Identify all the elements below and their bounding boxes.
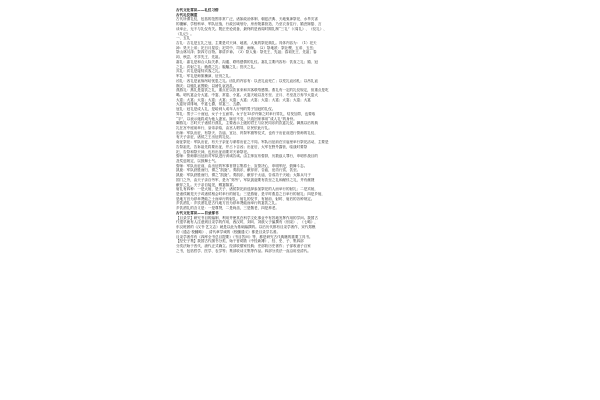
text-line: 乡饮酒礼：乡饮酒礼是古代地方官为荐举贤能而举行的宴饮之礼。 [176, 201, 279, 206]
text-line: 《礼记》。 [176, 31, 194, 36]
text-line: 之礼；宾射之礼；飨燕之礼；脤膰之礼；贺庆之礼。 [176, 64, 258, 69]
text-line: 有天子亲征，诸侯之王出征的礼仪。 [176, 135, 233, 140]
text-line: 献俘之礼。天子亲自接见，赐宴犒赏。 [176, 182, 237, 187]
text-line: 嘉礼：嘉礼是和合人际关系、沟通、联络感情的礼仪。嘉礼主要内容有：饮食之礼；婚、冠 [176, 59, 318, 64]
text-line: 凶礼：凶礼是哀悯吊唁忧患之礼。凶礼的内容有：以丧礼哀死亡；以荒礼哀凶札；以吊礼哀 [176, 78, 318, 83]
text-line: 的禳解、学校科举、军队征战，行政区域划分，房舍陵墓营造，乃至衣食住行、婚丧嫁娶、言 [176, 22, 322, 27]
text-line: 的《通志·校雠略》、清代章学诚的《校雠通义》都是目录学名著。 [176, 229, 280, 234]
text-line: 东汉班固的《汉书·艺文志》就是以此为基础编撰的。以后历代都有目录学著作，宋代郑樵 [176, 225, 316, 230]
text-line: 誓师：军队出征前，由出征的军事首领召集将士，宣誓决心，申明军纪，鼓舞斗志。 [176, 163, 308, 168]
text-line: 祀、告祭和祭天神，也有出征前要对天神祭祀。 [176, 149, 251, 154]
text-line: 是地方官为荐举贤能之士而举行的射礼。射礼的仪节，有射前、射时、射后的各种规定。 [176, 196, 315, 201]
text-line: 凯旋：军队获胜而归，谓之“凯旋”。奏凯乐，献俘于太庙，告成功于天地；大陈兵马于 [176, 173, 311, 178]
text-line: 燕燕礼：燕礼是宴饮之礼，重点在以饮食来和宾客联络感情。燕礼有一定的礼仪规定，但重点是吃 [176, 88, 329, 93]
text-line: 乡饮酒礼的含义是：一是尊贤，二是尚齿，三是敬老，四是养老。 [176, 206, 279, 211]
text-line: 笄礼：男子二十而冠，女子十五而笄。女子在15岁许嫁之时举行笄礼，结发加笄，也要取 [176, 111, 316, 116]
text-line: “字”，以表示她将成为他人妻室。嫁后不变，只改回家事用“成人礼”的身份。 [176, 116, 297, 121]
text-line: 祸灾；以恤礼哀围败；以襘礼哀寇乱。 [176, 83, 237, 88]
text-line: 分类法始于晋代，唐代正式确立。经部收儒家经典；史部收历史著作；子部收诸子百家 [176, 243, 311, 248]
text-line: 祠、秋尝，冬享先王、先祖。 [176, 55, 223, 60]
text-line: 御燕礼：古时天子诸侯行燕礼，主要表示上级的君王与臣民同乐的饮宴礼仪。御燕以后的典 [176, 121, 318, 126]
section-heading: 古代礼仪制度 [176, 12, 198, 17]
text-line: 凯旋：军队获胜而归，谓之“凯旋”。奏凯乐，献俘虏，告庙，论功行赏，饮至。 [176, 168, 301, 173]
text-line: 目录学著作有《四库全书总目提要》《书目答问》等，都是研究古代典籍的重要工具书。 [176, 234, 313, 239]
text-line: 礼在宫中庭前举行，皇帝亲临，由宫人唱导，臣民依此行礼。 [176, 125, 272, 130]
text-line: 大宴好讲排场，中宴七爵，常宴三、五爵。 [176, 102, 244, 107]
text-line: 之书，包括哲学、医学、农学等；集部收诗文集等作品。四部分类法一直沿用至清代。 [176, 248, 311, 253]
text-line: 神：昊天上帝；祀日月星辰；祀司中、司命、雨师。（2）祭地祇：祭社稷、五帝、五岳； [176, 45, 317, 50]
text-line: 代很早就有人注意到目录学的作用，西汉时，刘向、刘歆父子编撰有《别录》、《七略》， [176, 220, 318, 225]
text-line: 告祭祖先，告诉祖先将要出征，并占卜吉凶；出征后，大军在野外露营，临战时要祭 [176, 144, 308, 149]
text-line: 冠礼：冠礼是成人礼，是给到入成年人行列的男子加冠的礼仪。 [176, 107, 276, 112]
text-line: 古代所谓礼仪，包括的范围非常广泛，诸如政治体制、朝廷法典、天地鬼神祭祀、水旱灾害 [176, 17, 318, 22]
text-line: 南征祭祀：军队出征，有天子亲征与命将出征之不同。军队出征前在宗庙里举行祭祀活动，主要是 [176, 140, 329, 145]
text-line: 宾礼：宾礼是接待宾客之礼。 [176, 69, 223, 74]
text-line: 谈举止，无不与礼仪有关。既正史论说备，最终的是西周时期礼制“三礼”（《周礼》、《仪礼》、 [176, 26, 327, 31]
text-line: 出师：军队出征，有祭天、告庙、宜社、祃祭军旗等仪式，也有于出征前进行誓师的礼仪， [176, 130, 318, 135]
text-line: 吉礼：吉礼是五礼之冠，主要是对天神、地祇、人鬼的祭祀典礼。具体内容为：（1）祀天 [176, 41, 317, 46]
text-line: 祭山林川泽；祭四方百物。即讲乡神。（3）祭人鬼：祭先王，先祖；春祠先王、先祖；春 [176, 50, 317, 55]
text-line: 大宴；大宴；大宴；大宴；大宴；大宴；大宴；大宴；大宴；大宴；大宴；大宴；大宴 [176, 97, 311, 102]
text-line: 【经史子集】我国古代图书分类，始于晋荀勖《中经新簿》，经、史、子、集四部 [176, 239, 304, 244]
text-line: 国门之外，由天子亲自劳军，是为“郊劳”。军队凯旋要有饮至之礼和献俘之礼，并有献捷 [176, 177, 315, 182]
text-line: 军礼：军礼是师旅操演、征伐之礼。 [176, 74, 233, 79]
text-line: 射礼有四种：一是大射，是天子、诸侯祭祀前选择参加祭祀的人而举行的射礼；二是宾射， [176, 187, 318, 192]
section-heading: 古代文化常识——目录部书 [176, 210, 219, 215]
text-column [176, 8, 424, 398]
text-line: 及奖惩规定，以鼓舞士气。 [176, 159, 219, 163]
text-line: 一、五礼 [176, 36, 191, 41]
text-line: 誓师：誓师即出征前对军队进行训诫告诫。由主帅宣布誓辞，历数敌人罪行，申明作战目的 [176, 154, 318, 159]
text-line: 喝。明代宴会分大宴、中宴、常宴、小宴。大宴天地以及冬至、正月、冬至及万寿节大宴大 [176, 92, 318, 97]
section-heading: 古代文化常识——礼仪习俗 [176, 8, 219, 12]
text-line: 【目录学】研究书目的编制、利用并使其在科学文化事业中有效地发挥作用的学问。我国古 [176, 215, 318, 220]
text-line: 是诸侯朝见天子或诸侯相会时举行的射礼；三是燕射，是平时燕息之日举行的射礼；四是乡射， [176, 192, 325, 197]
